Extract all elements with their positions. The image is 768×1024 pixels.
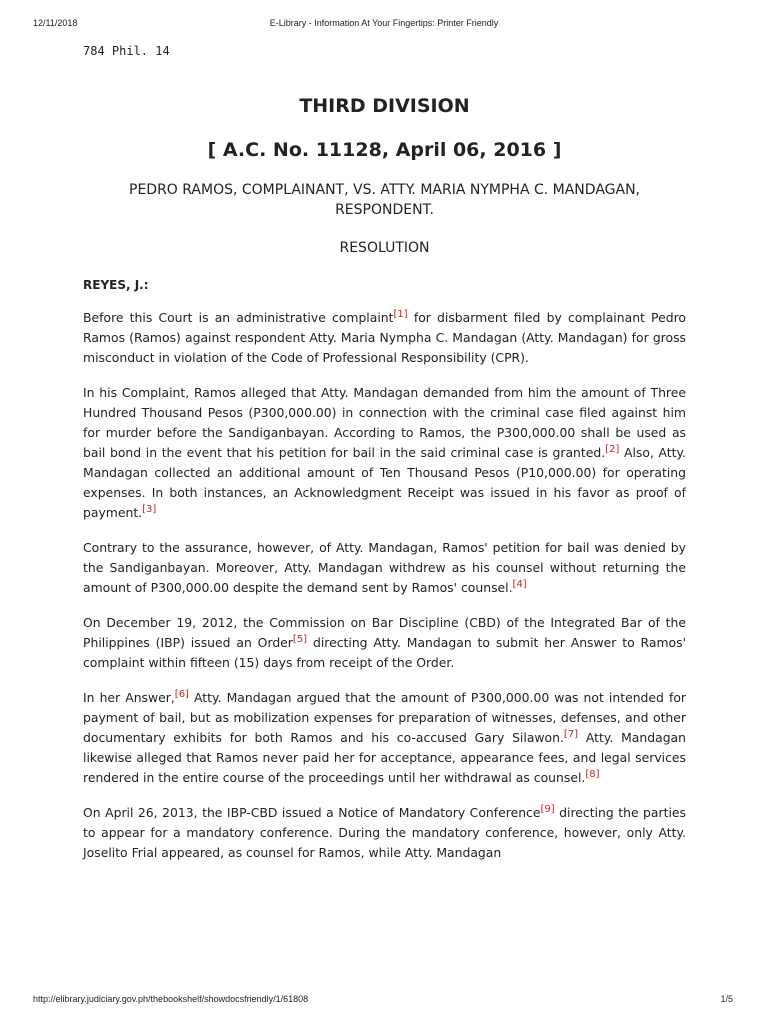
- paragraph: [83, 538, 686, 598]
- ponente: REYES, J.:: [83, 278, 149, 292]
- footnote-link[interactable]: [5]: [292, 633, 308, 645]
- page-number: 1/5: [720, 994, 733, 1004]
- source-url[interactable]: http://elibrary.judiciary.gov.ph/thebookshelf/showdocsfriendly/1/61808: [33, 994, 309, 1004]
- paragraph: [83, 803, 686, 863]
- paragraph-text: In her Answer,: [83, 690, 175, 705]
- footnote-link[interactable]: [7]: [563, 728, 579, 740]
- paragraph: [83, 613, 686, 673]
- paragraph-text: directing the parties to appear for a mandatory conference. During the mandatory conference, however, only Atty. Joselito Frial appeared, as counsel for Ramos, while Atty. Mandagan: [83, 805, 686, 860]
- citation: 784 Phil. 14: [83, 44, 170, 58]
- paragraph-text: In his Complaint, Ramos alleged that Atty. Mandagan demanded from him the amount of Three Hundred Thousand Pesos (P300,000.00) in connection with the criminal case filed against him for murder before the Sandiganbayan. According to Ramos, the P300,000.00 shall be used as bail bond in the event that his petition for bail in the said criminal case is granted.: [83, 385, 686, 460]
- paragraph-text: Contrary to the assurance, however, of Atty. Mandagan, Ramos' petition for bail was denied by the Sandiganbayan. Moreover, Atty. Mandagan withdrew as his counsel without returning the amount of P300,000.00 despite the demand sent by Ramos' counsel.: [83, 540, 686, 595]
- division-heading: THIRD DIVISION: [299, 95, 470, 117]
- footnote-link[interactable]: [6]: [174, 688, 189, 700]
- paragraph-text: Atty. Mandagan likewise alleged that Ramos never paid her for acceptance, appearance fees, and legal services rendered in the entire course of the proceedings until her withdrawal as counsel.: [83, 730, 686, 785]
- paragraph-text: Also, Atty. Mandagan collected an additional amount of Ten Thousand Pesos (P10,000.00) for operating expenses. In both instances, an Acknowledgment Receipt was issued in his favor as proof of payment.: [83, 445, 686, 520]
- paragraph-text: directing Atty. Mandagan to submit her Answer to Ramos' complaint within fifteen (15) days from receipt of the Order.: [83, 635, 686, 670]
- footnote-link[interactable]: [2]: [605, 443, 620, 455]
- print-footer: [0, 994, 768, 1006]
- paragraph: [83, 688, 686, 788]
- footnote-link[interactable]: [1]: [393, 308, 408, 320]
- resolution-heading: RESOLUTION: [339, 240, 430, 256]
- footnote-link[interactable]: [3]: [142, 503, 157, 515]
- footnote-link[interactable]: [4]: [512, 578, 527, 590]
- paragraph-text: On April 26, 2013, the IBP-CBD issued a Notice of Mandatory Conference: [83, 805, 541, 820]
- paragraph-text: Atty. Mandagan argued that the amount of P300,000.00 was not intended for payment of bail, but as mobilization expenses for preparation of witnesses, defenses, and other documentary exhibits for both Ramos and his co-accused Gary Silawon.: [83, 690, 687, 745]
- paragraph: [83, 383, 686, 523]
- case-parties: PEDRO RAMOS, COMPLAINANT, VS. ATTY. MARIA NYMPHA C. MANDAGAN, RESPONDENT.: [129, 182, 640, 218]
- case-number: [ A.C. No. 11128, April 06, 2016 ]: [207, 139, 562, 161]
- paragraph-text: On December 19, 2012, the Commission on Bar Discipline (CBD) of the Integrated Bar of the Philippines (IBP) issued an Order: [83, 615, 686, 650]
- footnote-link[interactable]: [8]: [585, 768, 600, 780]
- paragraph-text: for disbarment filed by complainant Pedro Ramos (Ramos) against respondent Atty. Maria Nympha C. Mandagan (Atty. Mandagan) for gross misconduct in violation of the Code of Professional Responsibility (CPR).: [83, 310, 686, 365]
- print-page-title: E-Library - Information At Your Fingertips: Printer Friendly: [269, 18, 499, 28]
- document-body: [83, 40, 686, 875]
- print-date: 12/11/2018: [33, 18, 78, 28]
- paragraph-text: Before this Court is an administrative complaint: [83, 310, 394, 325]
- paragraph: [83, 308, 686, 368]
- footnote-link[interactable]: [9]: [540, 803, 555, 815]
- print-header: [0, 18, 768, 30]
